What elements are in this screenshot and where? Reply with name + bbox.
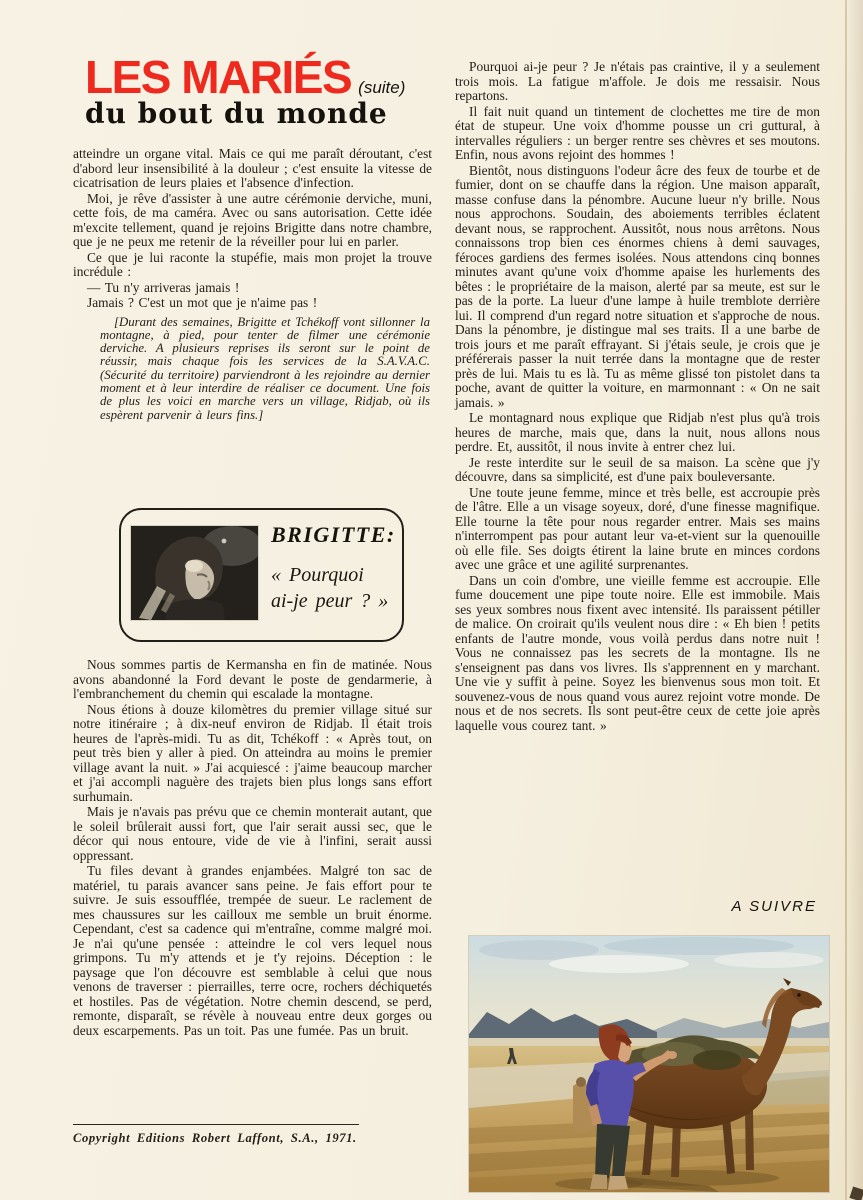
copyright-line: Copyright Editions Robert Laffont, S.A., 1971.	[73, 1131, 357, 1145]
left-column-lower	[73, 658, 432, 1038]
divider-rule	[73, 1124, 359, 1125]
brigitte-callout-box	[119, 508, 404, 642]
paragraph: Pourquoi ai-je peur ? Je n'étais pas craintive, il y a seulement trois mois. La fatigue m'affole. Je dois me ressaisir. Nous repartons.	[455, 59, 820, 103]
camel-photo	[469, 936, 829, 1192]
left-column-upper	[73, 147, 432, 422]
brigitte-portrait-photo	[131, 526, 258, 620]
dialog-line: Jamais ? C'est un mot que je n'aime pas !	[87, 295, 318, 310]
callout-name: BRIGITTE:	[271, 522, 396, 547]
paragraph: Mais je n'avais pas prévu que ce chemin monterait autant, que le soleil brûlerait aussi fort, que l'air serait aussi sec, que le décor qui nous entoure, vide de vie à l'infini, serait aussi oppressant.	[73, 804, 432, 863]
paragraph: Nous sommes partis de Kermansha en fin de matinée. Nous avons abandonné la Ford devant le poste de gendarmerie, à l'embranchement du chemin qui escalade la montagne.	[73, 657, 432, 701]
callout-quote	[271, 562, 396, 614]
paragraph: Il fait nuit quand un tintement de clochettes me tire de mon état de stupeur. Une voix d'homme pousse un cri guttural, à intervalles réguliers : un berger rentre ses chèvres et ses moutons. Enfin, nous avons rejoint des hommes !	[455, 103, 820, 162]
paragraph: Moi, je rêve d'assister à une autre cérémonie derviche, muni, cette fois, de ma caméra. Avec ou sans autorisation. Cette idée m'excite tellement, quand je rejoins Brigitte dans notre chambre, que je ne peux me retenir de la réveiller pour lui en parler.	[73, 190, 432, 249]
article-title: LES MARIÉS	[85, 51, 352, 103]
paragraph: Nous étions à douze kilomètres du premier village situé sur notre itinéraire ; à dix-neuf environ de Ridjab. Il était trois heures de l'après-midi. Tu as dit, Tchékoff : « Après tout, on peut très bien y aller à pied. On atteindra au moins le premier village avant la nuit. » J'ai acquiescé : j'aime beaucoup marcher et j'ai accompli naguère des trajets bien plus longs sans effort surhumain.	[73, 701, 432, 804]
paragraph: Dans un coin d'ombre, une vieille femme est accroupie. Elle fume doucement une pipe toute noire. Elle est immobile. Mais ses yeux sombres nous fixent avec intensité. Ils paraissent pétiller de malice. On croirait qu'ils veulent nous dire : « Eh bien ! petits enfants de l'autre monde, vous voilà perdus dans notre nuit ! Vous ne connaissez pas les secrets de la montagne. Ils ne s'enseignent pas dans vos livres. Ils s'apprennent en y marchant. Une vie y suffit à peine. Soyez les bienvenus sous mon toit. Et souvenez-vous de nous quand vous aurez rejoint votre monde. De nous et de nos secrets. Ils sont peut-être ceux de cette joie après laquelle vous courez tant. »	[455, 572, 820, 733]
page-edge-shade	[847, 0, 863, 1200]
paragraph: Tu files devant à grandes enjambées. Malgré ton sac de matériel, tu parais avancer sans peine. Je fais effort pour te suivre. Je suis essoufflée, trempée de sueur. Le raclement de mes chaussures sur les cailloux me semble un bruit énorme. Cependant, c'est sa cadence qui m'entraîne, comme malgré moi. Je n'ai qu'une pensée : atteindre le col vers lequel nous grimpons. Tu m'y attends et je t'y rejoins. Déception : le paysage que l'on découvre est semblable à celui que nous venons de traverser : pierrailles, terre ocre, rochers déchiquetés et hostiles. Pas de végétation. Notre chemin descend, se perd, remonte, disparaît, se révèle à nouveau entre deux gorges ou deux escarpements. Pas un toit. Pas une fumée. Pas un bruit.	[73, 863, 432, 1038]
paragraph: Le montagnard nous explique que Ridjab n'est plus qu'à trois heures de marche, mais que, dans la nuit, nous allons nous perdre. Et, aussitôt, il nous invite à entrer chez lui.	[455, 410, 820, 454]
paragraph: atteindre un organe vital. Mais ce qui me paraît déroutant, c'est d'abord leur insensibilité à la douleur ; c'est ensuite la vitesse de cicatrisation de leurs plaies et l'absence d'infection.	[73, 146, 432, 190]
paragraph: Bientôt, nous distinguons l'odeur âcre des feux de tourbe et de fumier, dont on se chauffe dans la région. Une maison apparaît, masse confuse dans la pénombre. Aucune lueur n'y brille. Nous nous approchons. Soudain, des aboiements terribles éclatent devant nous, se rapprochent. Aussitôt, nous nous arrêtons. Nous connaissons trop bien ces énormes chiens à demi sauvages, féroces gardiens des fermes isolées. Nous attendons cinq bonnes minutes avant qu'une voix d'homme apaise les hurlements des bêtes : le propriétaire de la maison, alerté par sa meute, est sur le pas de la porte. La lueur d'une lampe à huile tremblote derrière lui. Il comprend d'un regard notre situation et s'approche de nous. Dans la pénombre, je distingue mal ses traits. Il a une barbe de trois jours et me paraît effrayant. Si j'étais seule, je crois que je préférerais passer la nuit terrée dans la montagne que de rester près de lui. Mais tu es là. Tu as même glissé ton pistolet dans ta poche, avant de quitter la voiture, en marmonnant : « On ne sait jamais. »	[455, 162, 820, 410]
article-subtitle: du bout du monde	[85, 97, 388, 130]
dialog-line: — Tu n'y arriveras jamais !	[87, 279, 240, 295]
paragraph: Je reste interdite sur le seuil de sa maison. La scène que j'y découvre, dans sa simplicité, est d'une paix bouleversante.	[455, 454, 820, 484]
callout-quote-line: ai-je peur ? »	[271, 590, 389, 612]
right-column	[455, 60, 820, 733]
editor-note: [Durant des semaines, Brigitte et Tchékoff vont sillonner la montagne, à pied, pour tenter de filmer une cérémonie derviche. A plusieurs reprises ils seront sur le point de réussir, mais chaque fois les services de la S.A.V.A.C. (Sécurité du territoire) parviendront à les rejoindre au dernier moment et à leur interdire de réaliser ce document. Une fois de plus les voici en marche vers un village, Ridjab, où ils espèrent parvenir à leurs fins.]	[100, 314, 430, 422]
paragraph: Une toute jeune femme, mince et très belle, est accroupie près de l'âtre. Elle a un visage soyeux, doré, d'une finesse magnifique. Elle tourne la tête pour nous regarder entrer. Mais ses mains n'interrompent pas pour autant leur va-et-vient sur la quenouille où elle file. Ses doigts étirent la laine brute en minces cordons avec une grâce et une agilité surprenantes.	[455, 484, 820, 572]
article-title-block	[85, 51, 465, 130]
callout-quote-line: « Pourquoi	[271, 564, 364, 586]
callout-text	[258, 510, 406, 614]
to-be-continued-label: A SUIVRE	[731, 898, 817, 915]
copyright-block	[73, 1124, 430, 1146]
article-title-suite: (suite)	[358, 78, 406, 97]
paragraph: Ce que je lui raconte la stupéfie, mais mon projet la trouve incrédule :	[73, 249, 432, 279]
corner-mark	[849, 1186, 863, 1200]
